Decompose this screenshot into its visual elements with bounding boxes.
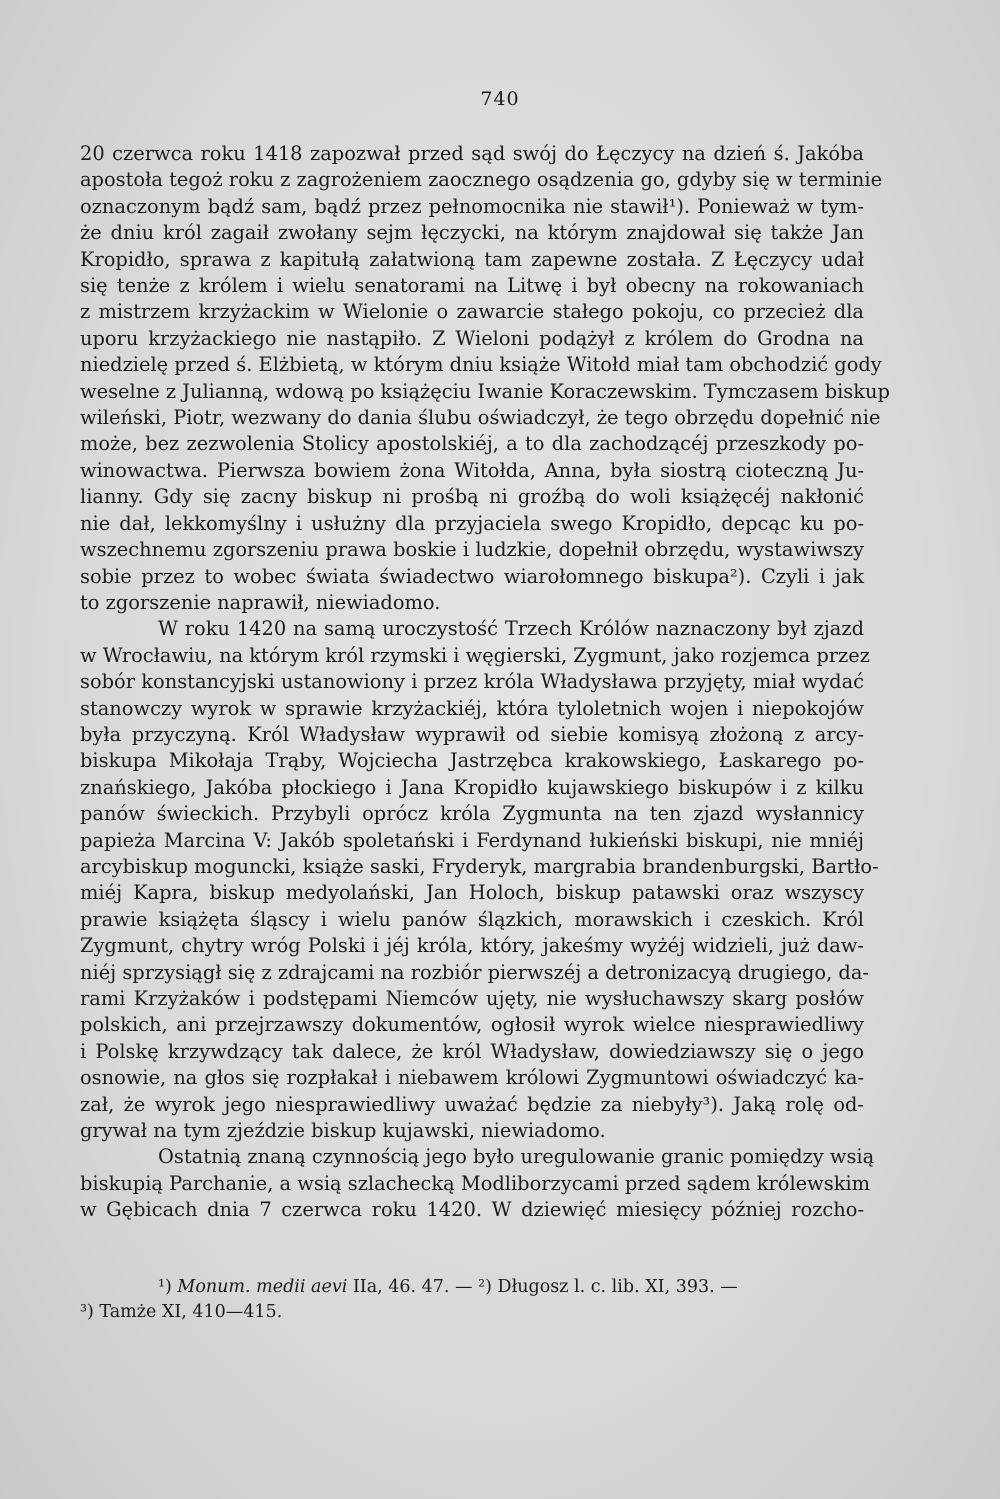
text-line: oznaczonym bądź sam, bądź przez pełnomocnika nie stawił¹). Ponieważ w tym- <box>80 194 864 218</box>
text-line: papieża Marcina V: Jakób spoletański i Ferdynand łukieński biskupi, nie mniéj <box>80 828 864 852</box>
footnote-line-2 <box>80 1300 864 1325</box>
footnotes <box>80 1275 864 1325</box>
text-line: Ostatnią znaną czynnością jego było uregulowanie granic pomiędzy wsią <box>158 1145 875 1169</box>
page-number: 740 <box>480 88 520 110</box>
footnote-text: Długosz l. c. lib. XI, 393. — <box>491 1277 738 1297</box>
paragraph-3 <box>80 1144 875 1223</box>
text-line: w Gębicach dnia 7 czerwca roku 1420. W dziewięć miesięcy później rozcho- <box>80 1198 864 1222</box>
text-line: niéj sprzysiągł się z zdrajcami na rozbiór pierwszéj a detronizacyą drugiego, da- <box>80 960 869 984</box>
footnote-text: IIa, 46. 47. — <box>347 1277 479 1297</box>
text-line: rami Krzyżaków i podstępami Niemców ujęty, nie wysłuchawszy skarg posłów <box>80 987 864 1010</box>
text-line: i Polskę krzywdzący tak dalece, że król Władysław, dowiedziawszy się o jego <box>80 1039 864 1063</box>
text-line: znańskiego, Jakóba płockiego i Jana Kropidło kujawskiego biskupów i z kilku <box>80 775 864 799</box>
text-line: W roku 1420 na samą uroczystość Trzech Królów naznaczony był zjazd <box>158 617 864 641</box>
text-line: niedzielę przed ś. Elżbietą, w którym dniu książe Witołd miał tam obchodzić gody <box>80 353 882 377</box>
text-line: sobie przez to wobec świata świadectwo wiarołomnego biskupa²). Czyli i jak <box>80 564 864 588</box>
text-line: wileński, Piotr, wezwany do dania ślubu oświadczył, że tego obrzędu dopełnić nie <box>80 406 881 430</box>
text-line: apostoła tegoż roku z zagrożeniem zaocznego osądzenia go, gdyby się w terminie <box>80 168 883 192</box>
footnote-text: Tamże XI, 410—415. <box>93 1302 283 1322</box>
text-line: uporu krzyżackiego nie nastąpiło. Z Wieloni podążył z królem do Grodna na <box>80 326 864 350</box>
text-line: to zgorszenie naprawił, niewiadomo. <box>80 590 441 614</box>
text-line: prawie książęta śląscy i wielu panów ślązkich, morawskich i czeskich. Król <box>80 907 864 931</box>
text-line: była przyczyną. Król Władysław wyprawił od siebie komisyą złożoną z arcy- <box>80 722 864 746</box>
text-line: Kropidło, sprawa z kapitułą załatwioną tam zapewne została. Z Łęczycy udał <box>80 247 864 271</box>
text-line: w Wrocławiu, na którym król rzymski i węgierski, Zygmunt, jako rozjemca przez <box>80 643 870 667</box>
text-line: miéj Kapra, biskup medyolański, Jan Holoch, biskup patawski oraz wszyscy <box>80 881 864 905</box>
main-text <box>80 141 890 1224</box>
paragraph-1 <box>80 141 890 616</box>
text-line: winowactwa. Pierwsza bowiem żona Witołda, Anna, była siostrą cioteczną Ju- <box>80 458 864 482</box>
text-line: z mistrzem krzyżackim w Wielonie o zawarcie stałego pokoju, co przecież dla <box>80 300 864 324</box>
text-line: 20 czerwca roku 1418 zapozwał przed sąd swój do Łęczycy na dzień ś. Jakóba <box>80 142 864 165</box>
text-line: weselne z Julianną, wdową po książęciu Iwanie Koraczewskim. Tymczasem biskup <box>80 379 890 403</box>
text-line: zał, że wyrok jego niesprawiedliwy uważać będzie za niebyły³). Jaką rolę od- <box>80 1092 864 1116</box>
paragraph-2 <box>80 616 879 1144</box>
footnote-marker: ²) <box>478 1277 492 1297</box>
footnote-line-1 <box>80 1275 864 1300</box>
text-line: Zygmunt, chytry wróg Polski i jéj króla, który, jakeśmy wyżéj widzieli, już daw- <box>80 934 864 958</box>
text-line: stanowczy wyrok w sprawie krzyżackiéj, która tyloletnich wojen i niepokojów <box>80 696 864 720</box>
text-line: lianny. Gdy się zacny biskup ni prośbą ni groźbą do woli książęcéj nakłonić <box>80 485 864 509</box>
footnote-italic-title: Monum. medii aevi <box>177 1277 348 1297</box>
text-line: panów świeckich. Przybyli oprócz króla Zygmunta na ten zjazd wysłannicy <box>80 802 864 826</box>
text-line: że dniu król zagaił zwołany sejm łęczycki, na którym znajdował się także Jan <box>80 221 864 245</box>
text-line: sobór konstancyjski ustanowiony i przez króla Władysława przyjęty, miał wydać <box>80 670 864 694</box>
text-line: się tenże z królem i wielu senatorami na Litwę i był obecny na rokowaniach <box>80 274 864 298</box>
text-line: osnowie, na głos się rozpłakał i niebawem królowi Zygmuntowi oświadczyć ka- <box>80 1066 864 1090</box>
footnote-marker: ³) <box>80 1302 94 1322</box>
text-line: biskupa Mikołaja Trąby, Wojciecha Jastrzębca krakowskiego, Łaskarego po- <box>80 749 864 773</box>
text-line: nie dał, lekkomyślny i usłużny dla przyjaciela swego Kropidło, depcąc ku po- <box>80 511 864 535</box>
text-line: polskich, ani przejrzawszy dokumentów, ogłosił wyrok wielce niesprawiedliwy <box>80 1013 864 1037</box>
text-line: wszechnemu zgorszeniu prawa boskie i ludzkie, dopełnił obrzędu, wystawiwszy <box>80 538 864 562</box>
text-line: może, bez zezwolenia Stolicy apostolskiéj, a to dla zachodzącéj przeszkody po- <box>80 432 864 456</box>
text-line: arcybiskup moguncki, książe saski, Fryderyk, margrabia brandenburgski, Bartło- <box>80 854 879 878</box>
text-line: grywał na tym zjeździe biskup kujawski, niewiadomo. <box>80 1119 606 1143</box>
footnote-marker: ¹) <box>158 1277 172 1297</box>
text-line: biskupią Parchanie, a wsią szlachecką Modliborzycami przed sądem królewskim <box>80 1171 871 1195</box>
